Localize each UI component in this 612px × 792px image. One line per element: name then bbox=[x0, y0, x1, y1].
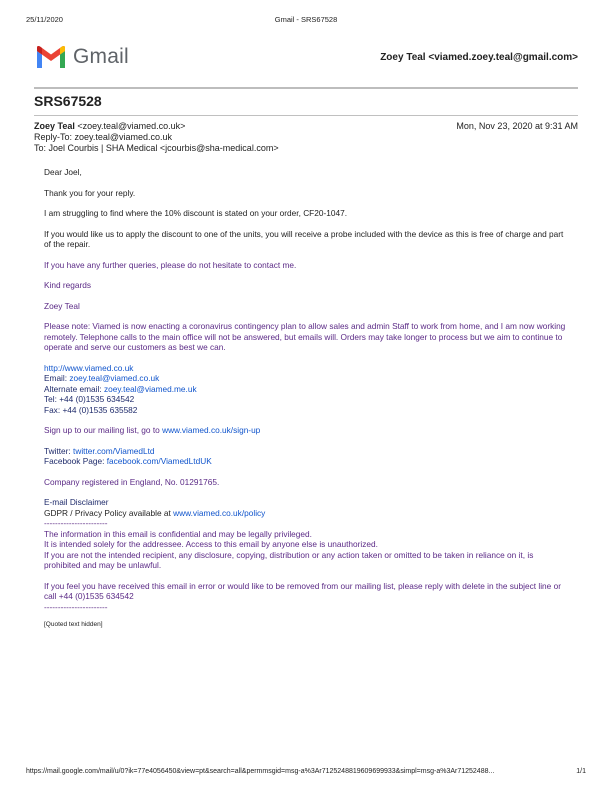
email-link[interactable]: zoey.teal@viamed.co.uk bbox=[69, 373, 160, 383]
sender-name: Zoey Teal bbox=[34, 121, 75, 131]
print-url: https://mail.google.com/mail/u/0?ik=77e4056450&view=pt&search=all&permmsgid=msg-a%3Ar7125248819609699933&simpl=msg-a%3Ar71252488... bbox=[26, 768, 495, 775]
thanks-line: Thank you for your reply. bbox=[44, 187, 136, 198]
sender-address: <zoey.teal@viamed.co.uk> bbox=[77, 121, 186, 131]
disclaimer-line-2: It is intended solely for the addressee. Access to this email by anyone else is unauthorized. bbox=[44, 539, 378, 549]
gmail-wordmark: Gmail bbox=[73, 45, 129, 68]
alt-email-line: Alternate email: zoey.teal@viamed.me.uk bbox=[44, 383, 197, 394]
disclaimer-separator: ----------------------- bbox=[44, 518, 108, 528]
queries-line: If you have any further queries, please do not hesitate to contact me. bbox=[44, 259, 297, 270]
print-date: 25/11/2020 bbox=[26, 15, 63, 24]
print-header bbox=[0, 15, 612, 27]
disclaimer-separator-2: ----------------------- bbox=[44, 601, 108, 612]
gdpr-line: GDPR / Privacy Policy available at www.viamed.co.uk/policy bbox=[44, 507, 266, 518]
privacy-policy-link[interactable]: www.viamed.co.uk/policy bbox=[173, 507, 266, 518]
subject-divider bbox=[34, 115, 578, 116]
disclaimer-title: E-mail Disclaimer bbox=[44, 497, 109, 507]
quoted-text-hidden[interactable]: [Quoted text hidden] bbox=[44, 621, 103, 628]
account-identity: Zoey Teal <viamed.zoey.teal@gmail.com> bbox=[380, 52, 578, 63]
disclaimer-line-4: If you feel you have received this email in error or would like to be removed from our mailing list, please reply with delete in the subject line or call +44 (0)1535 634542 bbox=[44, 580, 561, 601]
gmail-m-icon bbox=[35, 45, 67, 69]
discount-paragraph: I am struggling to find where the 10% discount is stated on your order, CF20-1047. bbox=[44, 208, 348, 218]
discount-offer-paragraph: If you would like us to apply the discount to one of the units, you will receive a probe included with the device as this is free of charge and part of the repair. bbox=[44, 228, 564, 249]
signature-name: Zoey Teal bbox=[44, 300, 80, 311]
alt-email-link[interactable]: zoey.teal@viamed.me.uk bbox=[103, 383, 197, 394]
header-divider bbox=[34, 87, 578, 89]
disclaimer-line-3: If you are not the intended recipient, any disclosure, copying, distribution or any action taken or omitted to be taken in reliance on it, is prohibited and may be unlawful. bbox=[44, 549, 534, 570]
to-line: To: Joel Courbis | SHA Medical <jcourbis@sha-medical.com> bbox=[34, 143, 279, 153]
mailing-list-link[interactable]: www.viamed.co.uk/sign-up bbox=[162, 425, 261, 435]
message-body bbox=[44, 167, 568, 631]
print-page-number: 1/1 bbox=[576, 768, 586, 775]
twitter-line: Twitter: twitter.com/ViamedLtd bbox=[44, 445, 155, 456]
twitter-link[interactable]: twitter.com/ViamedLtd bbox=[73, 445, 155, 456]
disclaimer-line-1: The information in this email is confidential and may be legally privileged. bbox=[44, 528, 312, 539]
gmail-logo[interactable] bbox=[35, 44, 129, 70]
facebook-link[interactable]: facebook.com/ViamedLtdUK bbox=[106, 456, 212, 466]
covid-notice: Please note: Viamed is now enacting a coronavirus contingency plan to allow sales and admin Staff to work from home, and I am now working remotely. Telephone calls to the main office will not be answered, but emails will. Orders may take longer to process but we aim to continue to operate and serve our customers as best we can. bbox=[44, 321, 566, 352]
print-title: Gmail - SRS67528 bbox=[274, 15, 338, 24]
mailing-list-line: Sign up to our mailing list, go to www.viamed.co.uk/sign-up bbox=[44, 425, 261, 435]
company-registration: Company registered in England, No. 01291765. bbox=[44, 476, 220, 487]
website-link[interactable]: http://www.viamed.co.uk bbox=[44, 362, 134, 373]
email-contact-line: Email: zoey.teal@viamed.co.uk bbox=[44, 373, 160, 383]
email-subject: SRS67528 bbox=[34, 93, 102, 109]
facebook-line: Facebook Page: facebook.com/ViamedLtdUK bbox=[44, 456, 212, 466]
kind-regards: Kind regards bbox=[44, 280, 92, 290]
greeting: Dear Joel, bbox=[44, 167, 82, 177]
from-line bbox=[34, 121, 185, 132]
tel-line: Tel: +44 (0)1535 634542 bbox=[44, 394, 135, 404]
sent-timestamp: Mon, Nov 23, 2020 at 9:31 AM bbox=[456, 121, 578, 131]
reply-to-line: Reply-To: zoey.teal@viamed.co.uk bbox=[34, 132, 173, 142]
fax-line: Fax: +44 (0)1535 635582 bbox=[44, 404, 138, 415]
